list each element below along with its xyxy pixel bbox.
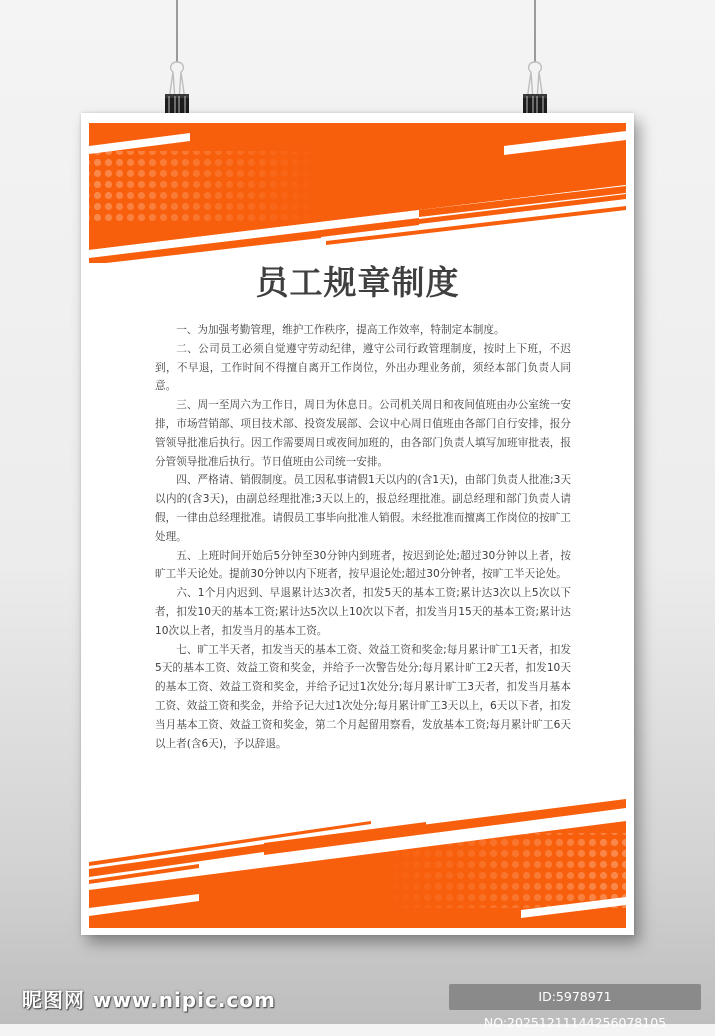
- poster: [81, 113, 634, 935]
- rules-body: [155, 321, 571, 753]
- hanging-wire-left: [176, 0, 178, 62]
- top-orange-decoration: [81, 113, 634, 263]
- rule-paragraph: 一、为加强考勤管理，维护工作秩序，提高工作效率，特制定本制度。: [176, 324, 505, 336]
- rule-paragraph: 七、旷工半天者，扣发当天的基本工资、效益工资和奖金;每月累计旷工1天者，扣发5天的基本工资、效益工资和奖金，并给予一次警告处分;每月累计旷工2天者，扣发10天的基本工资、效益工资和奖金，并给予记过1次处分;每月累计旷工3天者，扣发当月基本工资、效益工资和奖金，并给予记大过1次处分;每月累计旷工3天以上，6天以下者，扣发当月基本工资、效益工资和奖金，第二个月起留用察看，发放基本工资;每月累计旷工6天以上者(含6天)，予以辞退。: [155, 643, 571, 750]
- bottom-orange-decoration: [81, 793, 634, 935]
- site-watermark-logo: 昵图网 www.nipic.com: [22, 988, 276, 1012]
- binder-clip-icon: [164, 60, 190, 118]
- page-title: 员工规章制度: [255, 263, 460, 302]
- rule-paragraph: 二、公司员工必须自觉遵守劳动纪律，遵守公司行政管理制度，按时上下班，不迟到，不早退，工作时间不得擅自离开工作岗位，外出办理业务前，须经本部门负责人同意。: [155, 342, 571, 393]
- binder-clip-icon: [522, 60, 548, 118]
- rule-paragraph: 五、上班时间开始后5分钟至30分钟内到班者，按迟到论处;超过30分钟以上者，按旷工半天论处。提前30分钟以内下班者，按早退论处;超过30分钟者，按旷工半天论处。: [155, 549, 571, 581]
- rule-paragraph: 四、严格请、销假制度。员工因私事请假1天以内的(含1天)，由部门负责人批准;3天以内的(含3天)，由副总经理批准;3天以上的，报总经理批准。副总经理和部门负责人请假，一律由总经理批准。请假员工事毕向批准人销假。未经批准而擅离工作岗位的按旷工处理。: [155, 474, 571, 543]
- hanging-wire-right: [534, 0, 536, 62]
- rule-paragraph: 三、周一至周六为工作日，周日为休息日。公司机关周日和夜间值班由办公室统一安排，市场营销部、项目技术部、投资发展部、会议中心周日值班由各部门自行安排，报分管领导批准后执行。因工作需要周日或夜间加班的，由各部门负责人填写加班审批表，报分管领导批准后执行。节日值班由公司统一安排。: [155, 399, 571, 468]
- image-id-badge: ID:5978971 NO:20251211144256078105: [449, 984, 701, 1010]
- rule-paragraph: 六、1个月内迟到、早退累计达3次者，扣发5天的基本工资;累计达3次以上5次以下者，扣发10天的基本工资;累计达5次以上10次以下者，扣发当月15天的基本工资;累计达10次以上者，扣发当月的基本工资。: [155, 587, 571, 637]
